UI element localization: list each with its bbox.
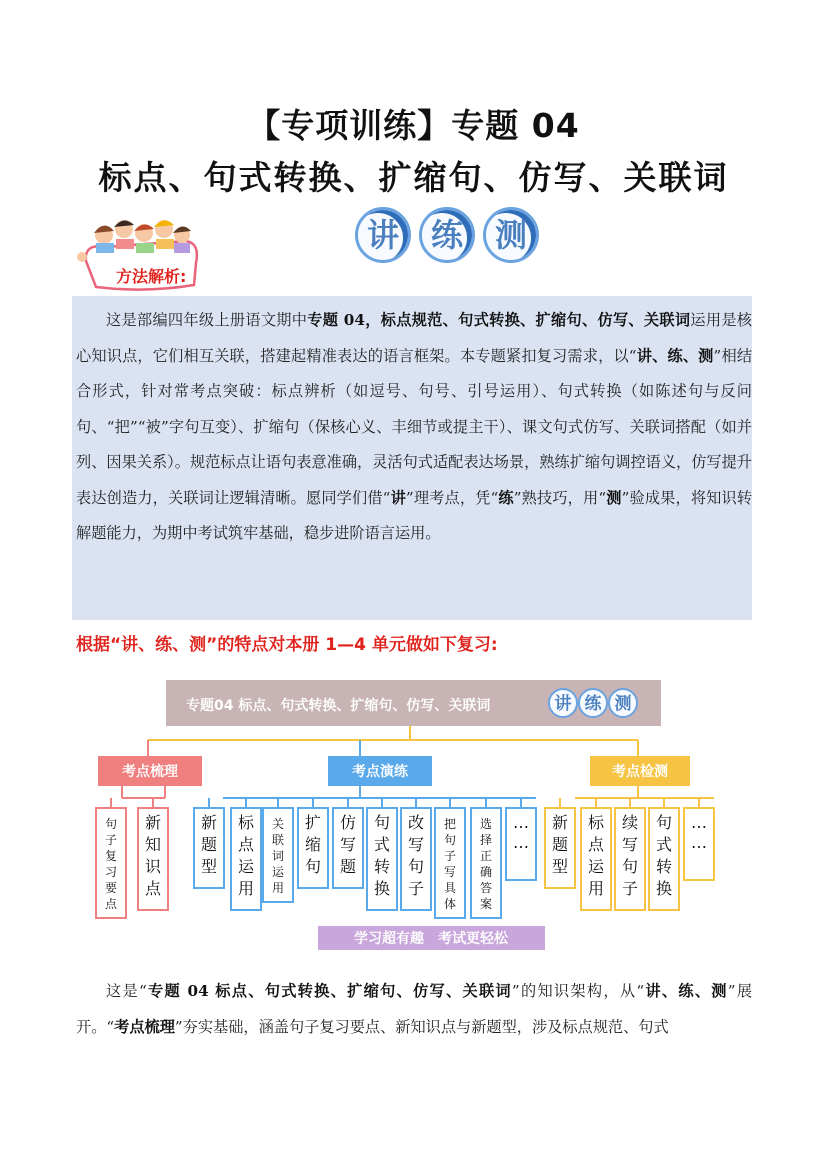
method-label: 方法解析: [116, 267, 187, 286]
badge-ce: 测 [483, 207, 539, 263]
footer-banner-text: 学习超有趣 考试更轻松 [354, 931, 508, 947]
knowledge-structure-diagram [60, 668, 760, 964]
footer-banner [318, 926, 545, 950]
item-label: 新题型 [551, 813, 569, 876]
item-label: 把句子写具体 [443, 817, 457, 911]
item-label: 选择正确答案 [479, 817, 493, 911]
page-subtitle: 标点、句式转换、扩缩句、仿写、关联词 [98, 158, 729, 197]
item-label: 新知识点 [144, 813, 162, 898]
item-label: 扩缩句 [304, 813, 322, 876]
diagram-badge-jiang: 讲 [554, 694, 572, 714]
item-label: … … [513, 813, 529, 852]
item-label: 关联词运用 [271, 817, 285, 895]
item-label: 句式转换 [655, 813, 673, 898]
bottom-paragraph: 这是“专题 04 标点、句式转换、扩缩句、仿写、关联词”的知识架构，从“讲、练、测”展开。“考点梳理”夯实基础，涵盖句子复习要点、新知识点与新题型，涉及标点规范、句式 [76, 982, 753, 1036]
diagram-badge-ce: 测 [614, 694, 632, 714]
item-label: 续写句子 [621, 813, 639, 898]
intro-paragraph: 这是部编四年级上册语文期中专题 04，标点规范、句式转换、扩缩句、仿写、关联词运用是核心知识点，它们相互关联，搭建起精准表达的语言框架。本专题紧扣复习需求，以“讲、练、测”相结合形式，针对常考点突破：标点辨析（如逗号、句号、引号运用）、句式转换（如陈述句与反问句、“把”“被”字句互变）、扩缩句（保核心义、丰细节或提主干）、课文句式仿写、关联词搭配（如并列、因果关系）。规范标点让语句表意准确，灵活句式适配表达场景，熟练扩缩句调控语义，仿写提升表达创造力，关联词让逻辑清晰。愿同学们借“讲”理考点，凭“练”熟技巧，用“测”验成果，将知识转解题能力，为期中考试筑牢基础，稳步进阶语言运用。 [76, 311, 753, 542]
group-header-label: 考点演练 [352, 764, 408, 780]
item-label: 句式转换 [373, 813, 391, 898]
diagram-top-bar [166, 680, 661, 726]
diagram-top-label: 专题04 标点、句式转换、扩缩句、仿写、关联词 [186, 698, 491, 714]
badge-lian: 练 [419, 207, 475, 263]
group-header-label: 考点检测 [612, 764, 668, 780]
badge-jiang: 讲 [355, 207, 411, 263]
page-title: 【专项训练】专题 04 [247, 106, 580, 145]
diagram-badge-lian: 练 [584, 694, 602, 714]
item-label: 标点运用 [237, 813, 255, 898]
item-label: 改写句子 [407, 813, 425, 898]
item-label: … … [691, 813, 707, 852]
item-label: 新题型 [200, 813, 218, 876]
item-label: 仿写题 [339, 813, 357, 876]
item-label: 句子复习要点 [104, 817, 118, 911]
review-heading: 根据“讲、练、测”的特点对本册 1—4 单元做如下复习: [76, 635, 498, 655]
group-header-label: 考点梳理 [122, 764, 178, 780]
item-label: 标点运用 [587, 813, 605, 898]
